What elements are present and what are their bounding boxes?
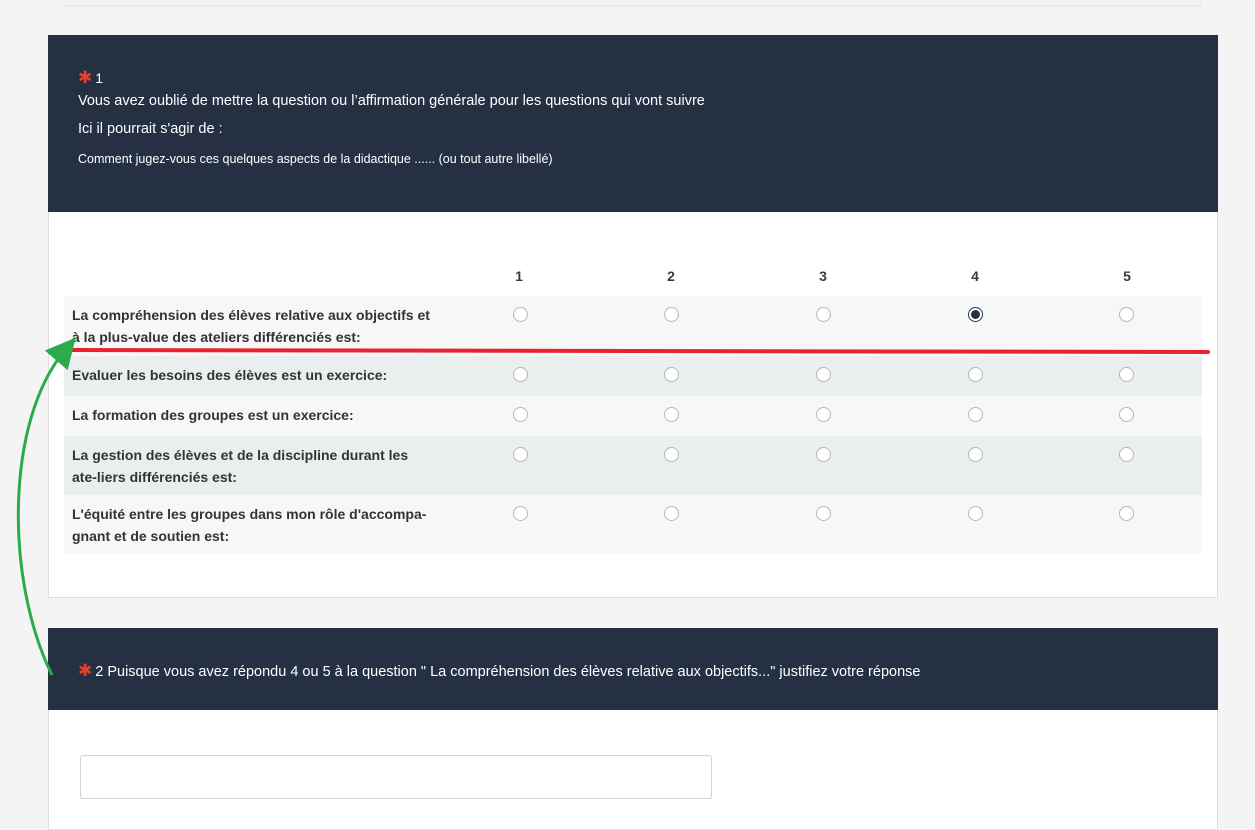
scale-header-4: 4	[971, 268, 979, 284]
matrix-row-label: L'équité entre les groupes dans mon rôle d'accompa-gnant et de soutien est:	[72, 506, 427, 544]
radio-row3-3[interactable]	[816, 407, 831, 422]
matrix-row	[64, 396, 1202, 436]
justification-input[interactable]	[80, 755, 712, 799]
scale-header-5: 5	[1123, 268, 1131, 284]
radio-row2-5[interactable]	[1119, 367, 1134, 382]
radio-row5-4[interactable]	[968, 506, 983, 521]
matrix-row	[64, 495, 1202, 554]
radio-row5-5[interactable]	[1119, 506, 1134, 521]
scale-header-1: 1	[515, 268, 523, 284]
matrix-row-label: Evaluer les besoins des élèves est un exercice:	[72, 367, 388, 383]
matrix-row-label: La formation des groupes est un exercice:	[72, 407, 354, 423]
radio-row1-4[interactable]	[968, 307, 983, 322]
matrix-row	[64, 436, 1202, 495]
question-1-subtext: Ici il pourrait s'agir de :	[78, 121, 223, 137]
radio-row2-1[interactable]	[513, 367, 528, 382]
question-1-example: Comment jugez-vous ces quelques aspects de la didactique ...... (ou tout autre libellé)	[78, 152, 553, 166]
radio-row4-2[interactable]	[664, 447, 679, 462]
question-number: 1	[95, 70, 104, 86]
radio-row4-1[interactable]	[513, 447, 528, 462]
radio-row3-2[interactable]	[664, 407, 679, 422]
radio-row5-3[interactable]	[816, 506, 831, 521]
question-1-body	[48, 212, 1218, 598]
scale-header-3: 3	[819, 268, 827, 284]
question-2-header	[48, 628, 1218, 710]
question-1-text: Vous avez oublié de mettre la question ou l’affirmation générale pour les questions qui vont suivre	[78, 93, 705, 109]
matrix-header-row	[64, 262, 1202, 296]
radio-row2-3[interactable]	[816, 367, 831, 382]
radio-row5-2[interactable]	[664, 506, 679, 521]
matrix-row-label: La compréhension des élèves relative aux objectifs et à la plus-value des ateliers différenciés est:	[72, 307, 430, 345]
radio-row3-4[interactable]	[968, 407, 983, 422]
radio-row4-3[interactable]	[816, 447, 831, 462]
matrix-row-label: La gestion des élèves et de la discipline durant les ate-liers différenciés est:	[72, 447, 409, 485]
radio-row1-5[interactable]	[1119, 307, 1134, 322]
radio-row2-2[interactable]	[664, 367, 679, 382]
rating-matrix	[64, 262, 1202, 554]
required-asterisk-icon: ✱	[78, 661, 93, 680]
radio-row2-4[interactable]	[968, 367, 983, 382]
radio-row1-2[interactable]	[664, 307, 679, 322]
question-2-body	[48, 710, 1218, 830]
matrix-row	[64, 356, 1202, 396]
radio-row4-5[interactable]	[1119, 447, 1134, 462]
question-2-text: 2 Puisque vous avez répondu 4 ou 5 à la question " La compréhension des élèves relative aux objectifs..." justifiez votre réponse	[95, 664, 921, 680]
radio-row1-3[interactable]	[816, 307, 831, 322]
radio-row1-1[interactable]	[513, 307, 528, 322]
radio-row3-1[interactable]	[513, 407, 528, 422]
question-1-header	[48, 35, 1218, 212]
previous-section-bottom	[64, 0, 1202, 7]
question-1-title-line	[78, 67, 1188, 90]
radio-row4-4[interactable]	[968, 447, 983, 462]
matrix-row	[64, 296, 1202, 356]
scale-header-2: 2	[667, 268, 675, 284]
radio-row3-5[interactable]	[1119, 407, 1134, 422]
question-2-text-line	[78, 661, 1188, 681]
required-asterisk-icon: ✱	[78, 68, 93, 87]
radio-row5-1[interactable]	[513, 506, 528, 521]
